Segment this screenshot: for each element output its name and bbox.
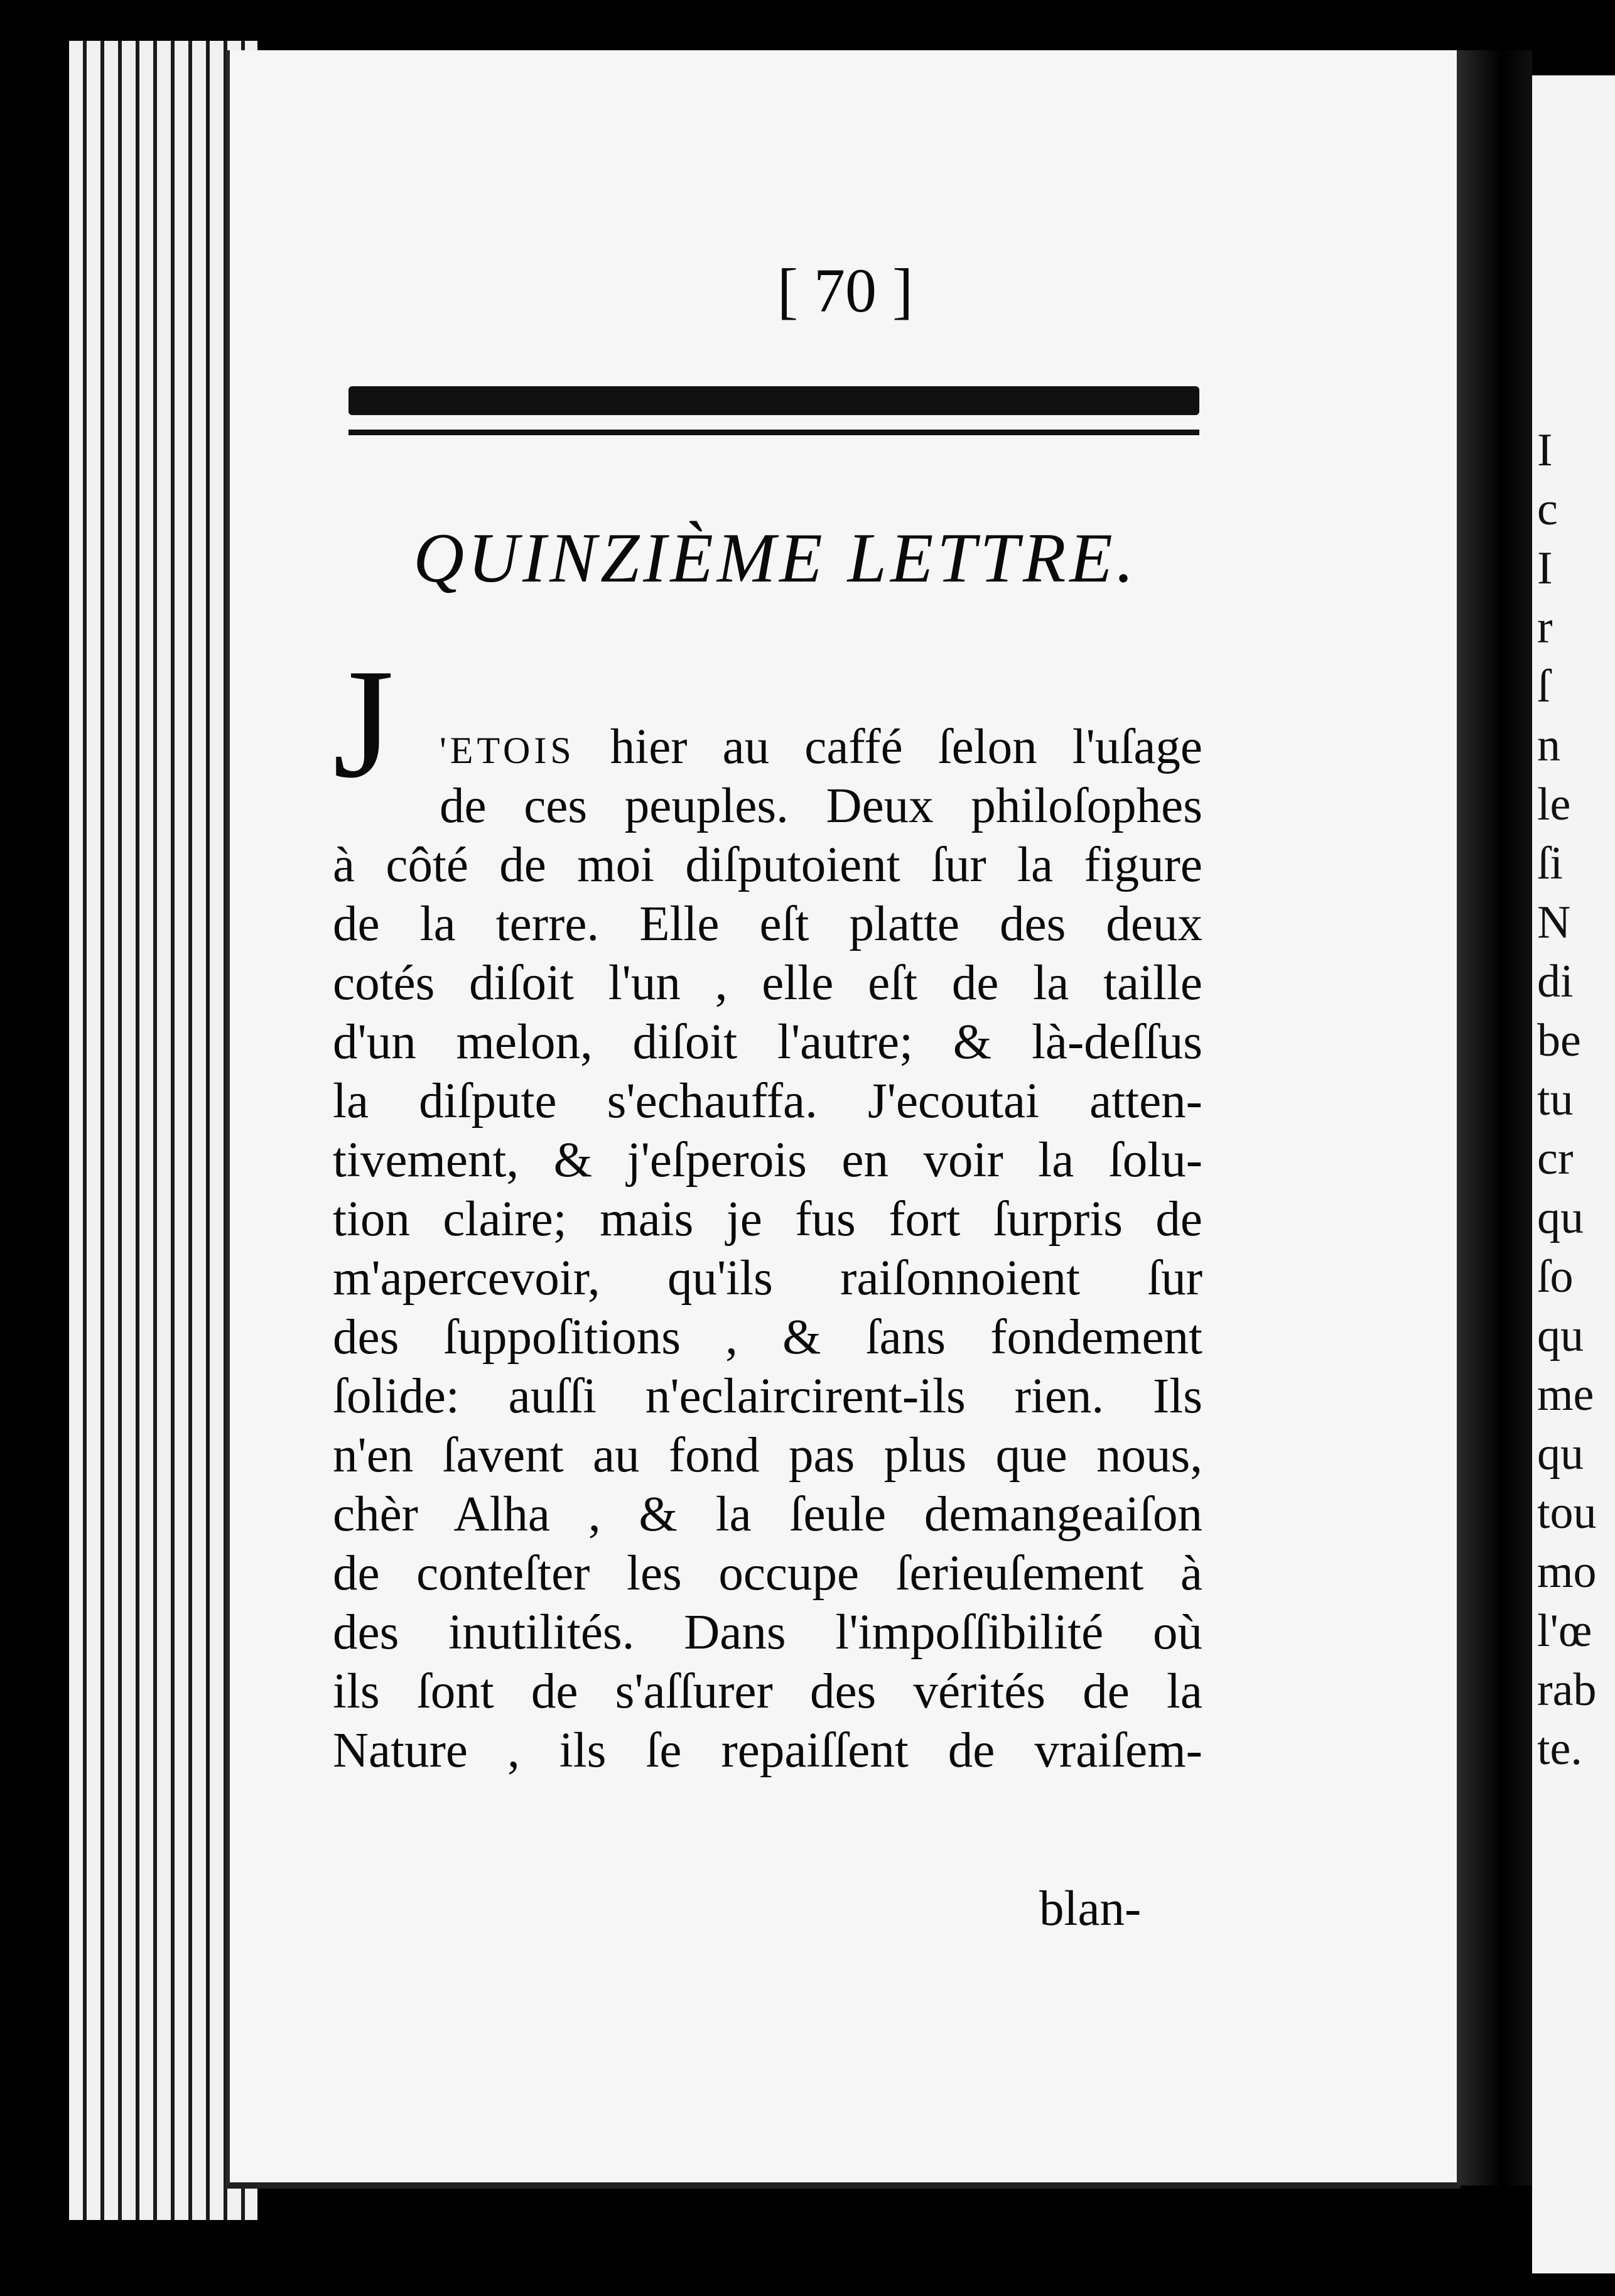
text-line: la diſpute s'echauffa. J'ecoutai atten- <box>333 1074 1202 1129</box>
text-line: chèr Alha , & la ſeule demangeaiſon <box>333 1487 1202 1542</box>
facing-page-text: n <box>1537 720 1560 771</box>
text-line: à côté de moi diſputoient ſur la figure <box>333 838 1202 892</box>
facing-page-text: qu <box>1537 1428 1584 1480</box>
text-line: cotés diſoit l'un , elle eſt de la taille <box>333 956 1202 1010</box>
facing-page-text: r <box>1537 602 1553 653</box>
facing-page-text: qu <box>1537 1310 1584 1362</box>
catchword: blan- <box>1039 1882 1142 1936</box>
facing-page-text: I <box>1537 425 1553 476</box>
thick-rule <box>348 386 1199 415</box>
facing-page-text: N <box>1537 897 1571 948</box>
opening-small-caps: 'ETOIS <box>440 730 575 771</box>
book-gutter <box>1457 50 1532 2185</box>
facing-page-text: l'œ <box>1537 1605 1592 1657</box>
opening-rest: hier au caffé ſelon l'uſage <box>575 720 1202 774</box>
facing-page-text: be <box>1537 1015 1581 1066</box>
thin-rule <box>348 430 1199 435</box>
facing-page-text: ſi <box>1537 838 1564 889</box>
facing-page-text: qu <box>1537 1192 1584 1243</box>
facing-page-text: I <box>1537 543 1553 594</box>
text-line: des inutilités. Dans l'impoſſibilité où <box>333 1605 1202 1660</box>
facing-page-text: ſo <box>1537 1251 1574 1302</box>
text-line: Nature , ils ſe repaiſſent de vraiſem- <box>333 1723 1202 1778</box>
text-line: ſolide: auſſi n'eclaircirent-ils rien. Ils <box>333 1369 1202 1424</box>
text-line: de ces peuples. Deux philoſophes <box>440 779 1202 833</box>
facing-page-text: te. <box>1537 1723 1582 1775</box>
facing-page-text: mo <box>1537 1546 1597 1598</box>
text-line: m'apercevoir, qu'ils raiſonnoient ſur <box>333 1251 1202 1306</box>
text-line: tivement, & j'eſperois en voir la ſolu- <box>333 1133 1202 1188</box>
facing-page-text: me <box>1537 1369 1594 1421</box>
text-line: tion claire; mais je fus fort ſurpris de <box>333 1192 1202 1247</box>
facing-page-text: ſ <box>1537 661 1550 712</box>
page-number: [ 70 ] <box>777 256 914 325</box>
facing-page-fragment <box>1532 75 1615 2273</box>
facing-page-text: cr <box>1537 1133 1574 1184</box>
text-line: des ſuppoſitions , & ſans fondement <box>333 1310 1202 1365</box>
facing-page-text: rab <box>1537 1664 1597 1716</box>
text-line: ils ſont de s'aſſurer des vérités de la <box>333 1664 1202 1719</box>
facing-page-text: tou <box>1537 1487 1597 1539</box>
facing-page-text: c <box>1537 484 1558 535</box>
text-line: de conteſter les occupe ſerieuſement à <box>333 1546 1202 1601</box>
facing-page-text: di <box>1537 956 1574 1007</box>
text-line-first <box>440 722 1202 772</box>
text-line: d'un melon, diſoit l'autre; & là-deſſus <box>333 1015 1202 1069</box>
letter-heading: QUINZIÈME LETTRE. <box>413 519 1138 597</box>
facing-page-text: tu <box>1537 1074 1574 1125</box>
text-line: n'en ſavent au fond pas plus que nous, <box>333 1428 1202 1483</box>
facing-page-text: le <box>1537 779 1571 830</box>
text-line: de la terre. Elle eſt platte des deux <box>333 897 1202 951</box>
drop-cap: J <box>333 637 394 811</box>
